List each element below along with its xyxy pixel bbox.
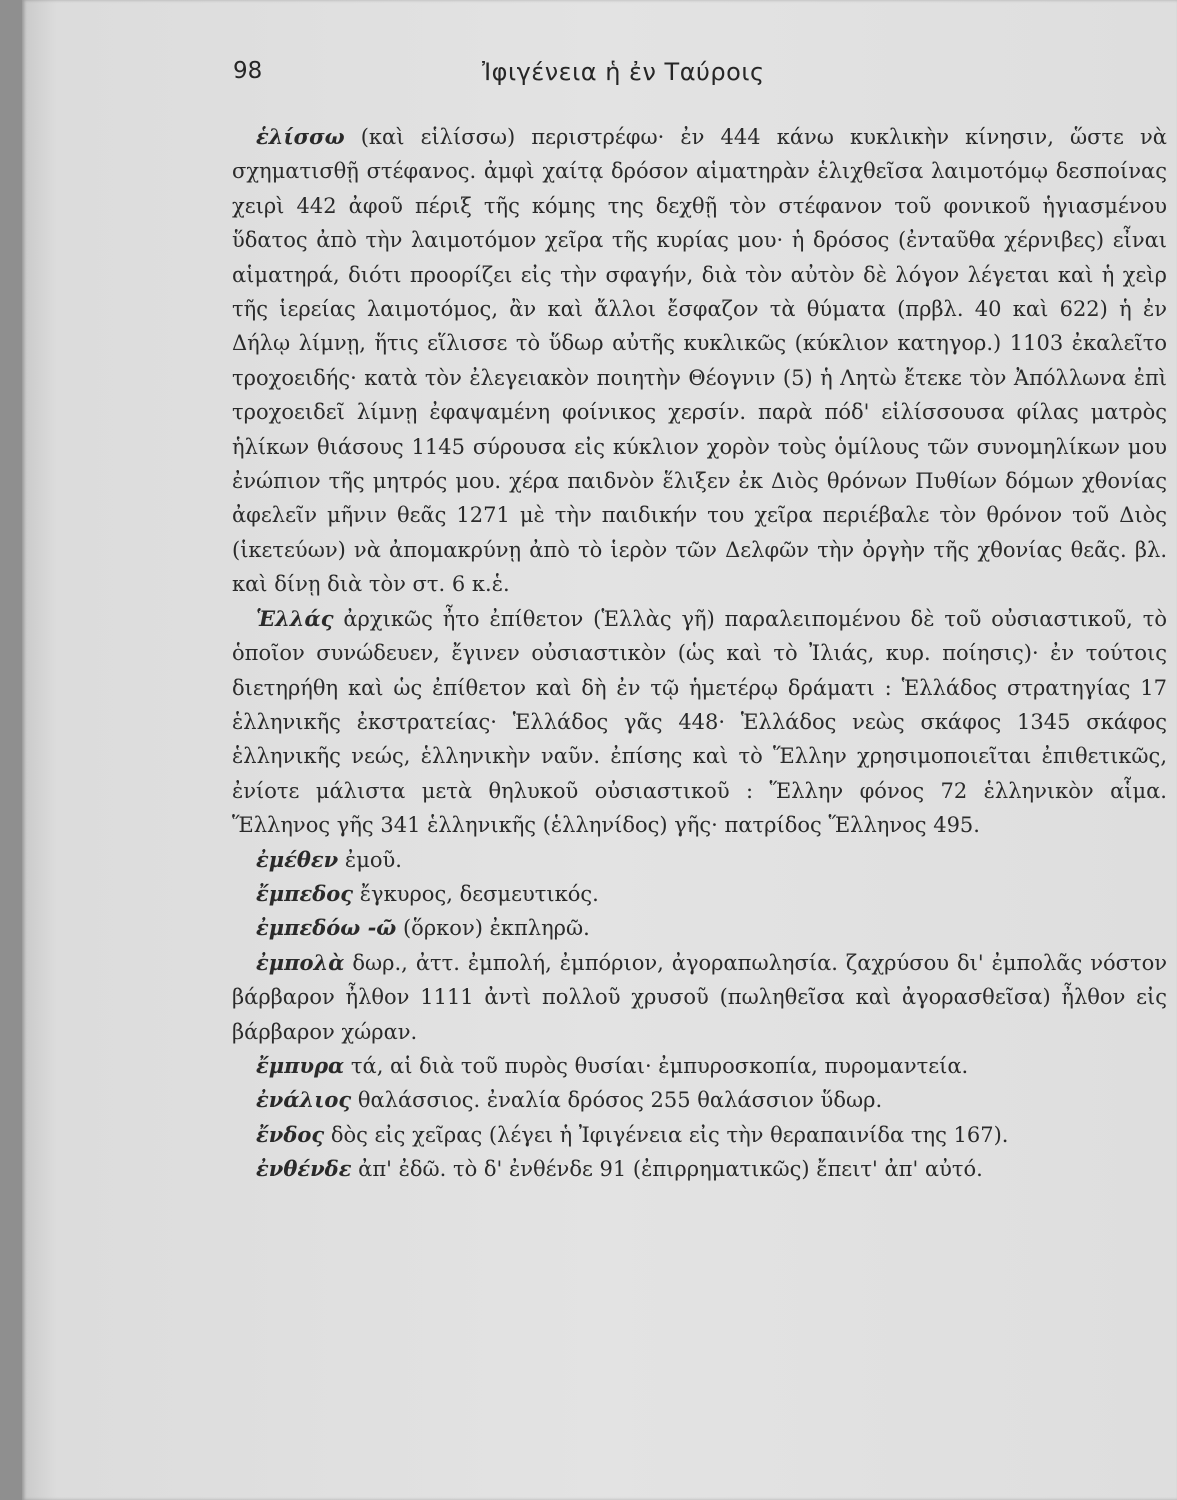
glossary-entry [232, 1049, 1167, 1083]
glossary-entry [232, 911, 1167, 945]
glossary-entry [232, 602, 1167, 843]
entry-text: ἔγκυρος, δεσμευτικός. [353, 881, 599, 906]
glossary-entry [232, 1118, 1167, 1152]
running-title: Ἰφιγένεια ἡ ἐν Ταύροις [482, 58, 765, 86]
entry-text: ἀρχικῶς ἦτο ἐπίθετον (Ἑλλὰς γῆ) παραλειπομένου δὲ τοῦ οὐσιαστικοῦ, τὸ ὁποῖον συνώδευεν, ἔγινεν οὐσιαστικὸν (ὡς καὶ τὸ Ἰλιάς, κυρ. ποίησις)· ἐν τούτοις διετηρήθη καὶ ὡς ἐπίθετον καὶ δὴ ἐν τῷ ἡμετέρῳ δράματι : Ἑλλάδος στρατηγίας 17 ἑλληνικῆς ἐκστρατείας· Ἑλλάδος γᾶς 448· Ἑλλάδος νεὼς σκάφος 1345 σκάφος ἑλληνικῆς νεώς, ἑλληνικὴν ναῦν. ἐπίσης καὶ τὸ Ἕλλην χρησιμοποιεῖται ἐπιθετικῶς, ἐνίοτε μάλιστα μετὰ θηλυκοῦ οὐσιαστικοῦ : Ἕλλην φόνος 72 ἑλληνικὸν αἷμα. Ἕλληνος γῆς 341 ἑλληνικῆς (ἑλληνίδος) γῆς· πατρίδος Ἕλληνος 495. [232, 606, 1167, 838]
entry-text: (καὶ εἱλίσσω) περιστρέφω· ἐν 444 κάνω κυκλικὴν κίνησιν, ὥστε νὰ σχηματισθῇ στέφανος. ἀμφὶ χαίτᾳ δρόσον αἱματηρὰν ἑλιχθεῖσα λαιμοτόμῳ δεσποίνας χειρὶ 442 ἀφοῦ πέριξ τῆς κόμης της δεχθῇ τὸν στέφανον τοῦ φονικοῦ ἡγιασμένου ὕδατος ἀπὸ τὴν λαιμοτόμον χεῖρα τῆς κυρίας μου· ἡ δρόσος (ἐνταῦθα χέρνιβες) εἶναι αἱματηρά, διότι προορίζει εἰς τὴν σφαγήν, διὰ τὸν αὐτὸν δὲ λόγον λέγεται καὶ ἡ χεὶρ τῆς ἱερείας λαιμοτόμος, ἂν καὶ ἄλλοι ἔσφαζον τὰ θύματα (πρβλ. 40 καὶ 622) ἡ ἐν Δήλῳ λίμνῃ, ἥτις εἵλισσε τὸ ὕδωρ αὐτῆς κυκλικῶς (κύκλιον κατηγορ.) 1103 ἐκαλεῖτο τροχοειδής· κατὰ τὸν ἐλεγειακὸν ποιητὴν Θέογνιν (5) ἡ Λητὼ ἔτεκε τὸν Ἀπόλλωνα ἐπὶ τροχοειδεῖ λίμνῃ ἐφαψαμένη φοίνικος χερσίν. παρὰ πόδ' εἱλίσσουσα φίλας ματρὸς ἡλίκων θιάσους 1145 σύρουσα εἰς κύκλιον χορὸν τοὺς ὁμίλους τῶν συνομηλίκων μου ἐνώπιον τῆς μητρός μου. χέρα παιδνὸν ἕλιξεν ἐκ Διὸς θρόνων Πυθίων δόμων χθονίας ἀφελεῖν μῆνιν θεᾶς 1271 μὲ τὴν παιδικήν του χεῖρα περιέβαλε τὸν θρόνον τοῦ Διὸς (ἱκετεύων) νὰ ἀπομακρύνῃ ἀπὸ τὸ ἱερὸν τῶν Δελφῶν τὴν ὀργὴν τῆς χθονίας θεᾶς. βλ. καὶ δίνῃ διὰ τὸν στ. 6 κ.ἑ. [232, 125, 1167, 597]
entry-text: ἀπ' ἐδῶ. τὸ δ' ἐνθένδε 91 (ἐπιρρηματικῶς) ἔπειτ' ἀπ' αὐτό. [351, 1157, 983, 1182]
entry-text: θαλάσσιος. ἐναλία δρόσος 255 θαλάσσιον ὕδωρ. [351, 1088, 883, 1113]
glossary-entry [232, 843, 1167, 877]
glossary-entry [232, 877, 1167, 911]
glossary-entry [232, 1083, 1167, 1117]
entry-lemma: ἐνθένδε [256, 1156, 352, 1182]
glossary-body [232, 120, 1167, 1187]
glossary-entry [232, 946, 1167, 1049]
entry-text: δὸς εἰς χεῖρας (λέγει ἡ Ἰφιγένεια εἰς τὴν θεραπαινίδα της 167). [324, 1122, 1009, 1147]
book-page [22, 0, 1177, 1500]
entry-text: (ὅρκον) ἐκπληρῶ. [396, 916, 590, 941]
glossary-entry [232, 1152, 1167, 1186]
entry-text: ἐμοῦ. [338, 847, 402, 872]
glossary-entry [232, 120, 1167, 602]
entry-text: τά, αἱ διὰ τοῦ πυρὸς θυσίαι· ἐμπυροσκοπία, πυρομαντεία. [344, 1053, 969, 1078]
entry-lemma: ἔνδος [256, 1121, 325, 1147]
entry-text: δωρ., ἀττ. ἐμπολή, ἐμπόριον, ἀγοραπωλησία. ζαχρύσου δι' ἐμπολᾶς νόστον βάρβαρον ἦλθον 1111 ἀντὶ πολλοῦ χρυσοῦ (πωληθεῖσα καὶ ἀγορασθεῖσα) ἦλθον εἰς βάρβαρον χώραν. [232, 950, 1167, 1044]
entry-lemma: ἐνάλιος [256, 1087, 352, 1113]
entry-lemma: ἔμπεδος [256, 880, 354, 906]
entry-lemma: ἐμέθεν [256, 846, 339, 872]
page-header [22, 58, 1177, 98]
page-number: 98 [233, 58, 263, 84]
entry-lemma: ἐμπολὰ [256, 949, 345, 975]
entry-lemma: Ἑλλάς [256, 605, 334, 631]
entry-lemma: ἑλίσσω [256, 124, 345, 149]
entry-lemma: ἔμπυρα [256, 1052, 345, 1078]
entry-lemma: ἐμπεδόω -ῶ [256, 915, 397, 941]
